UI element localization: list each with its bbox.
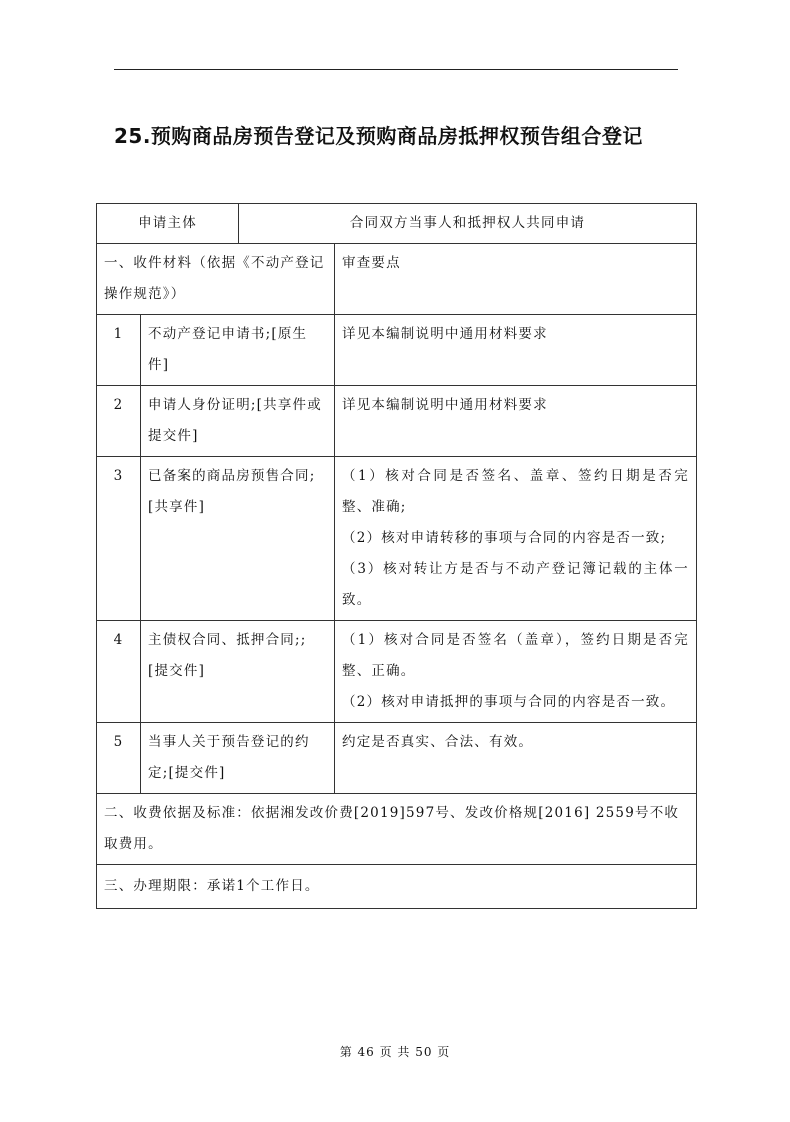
review-line: （2）核对申请转移的事项与合同的内容是否一致; xyxy=(342,530,667,546)
material-cell: 不动产登记申请书;[原生件] xyxy=(141,315,335,386)
table-row xyxy=(97,386,697,457)
fee-text: 二、收费依据及标准：依据湘发改价费[2019]597号、发改价格规[2016] 2559号不收取费用。 xyxy=(97,794,697,865)
material-cell: 主债权合同、抵押合同;;[提交件] xyxy=(141,621,335,723)
review-line: 详见本编制说明中通用材料要求 xyxy=(342,397,548,413)
material-cell: 已备案的商品房预售合同;[共享件] xyxy=(141,457,335,621)
page-title: 25.预购商品房预告登记及预购商品房抵押权预告组合登记 xyxy=(114,124,643,148)
registration-table xyxy=(96,203,697,909)
table-row xyxy=(97,315,697,386)
review-line: 约定是否真实、合法、有效。 xyxy=(342,734,534,750)
row-number: 3 xyxy=(97,457,141,621)
deadline-row xyxy=(97,865,697,909)
materials-header: 一、收件材料（依据《不动产登记操作规范》） xyxy=(97,244,335,315)
review-line: （3）核对转让方是否与不动产登记簿记载的主体一致。 xyxy=(342,561,690,608)
review-cell xyxy=(335,723,697,794)
table-row xyxy=(97,723,697,794)
review-cell xyxy=(335,315,697,386)
review-line: （2）核对申请抵押的事项与合同的内容是否一致。 xyxy=(342,694,676,710)
review-line: （1）核对合同是否签名、盖章、签约日期是否完整、准确; xyxy=(342,468,690,515)
applicant-row xyxy=(97,204,697,244)
applicant-value: 合同双方当事人和抵押权人共同申请 xyxy=(239,204,697,244)
table-row xyxy=(97,457,697,621)
deadline-text: 三、办理期限：承诺1个工作日。 xyxy=(97,865,697,909)
table-row xyxy=(97,621,697,723)
review-line: 详见本编制说明中通用材料要求 xyxy=(342,326,548,342)
review-header: 审查要点 xyxy=(335,244,697,315)
row-number: 4 xyxy=(97,621,141,723)
applicant-label: 申请主体 xyxy=(97,204,239,244)
review-line: （1）核对合同是否签名（盖章），签约日期是否完整、正确。 xyxy=(342,632,690,679)
page-footer: 第 46 页 共 50 页 xyxy=(339,1045,451,1059)
header-rule xyxy=(114,69,678,70)
review-cell xyxy=(335,457,697,621)
material-cell: 当事人关于预告登记的约定;[提交件] xyxy=(141,723,335,794)
row-number: 5 xyxy=(97,723,141,794)
row-number: 2 xyxy=(97,386,141,457)
section-header-row xyxy=(97,244,697,315)
material-cell: 申请人身份证明;[共享件或提交件] xyxy=(141,386,335,457)
row-number: 1 xyxy=(97,315,141,386)
review-cell xyxy=(335,386,697,457)
fee-row xyxy=(97,794,697,865)
review-cell xyxy=(335,621,697,723)
